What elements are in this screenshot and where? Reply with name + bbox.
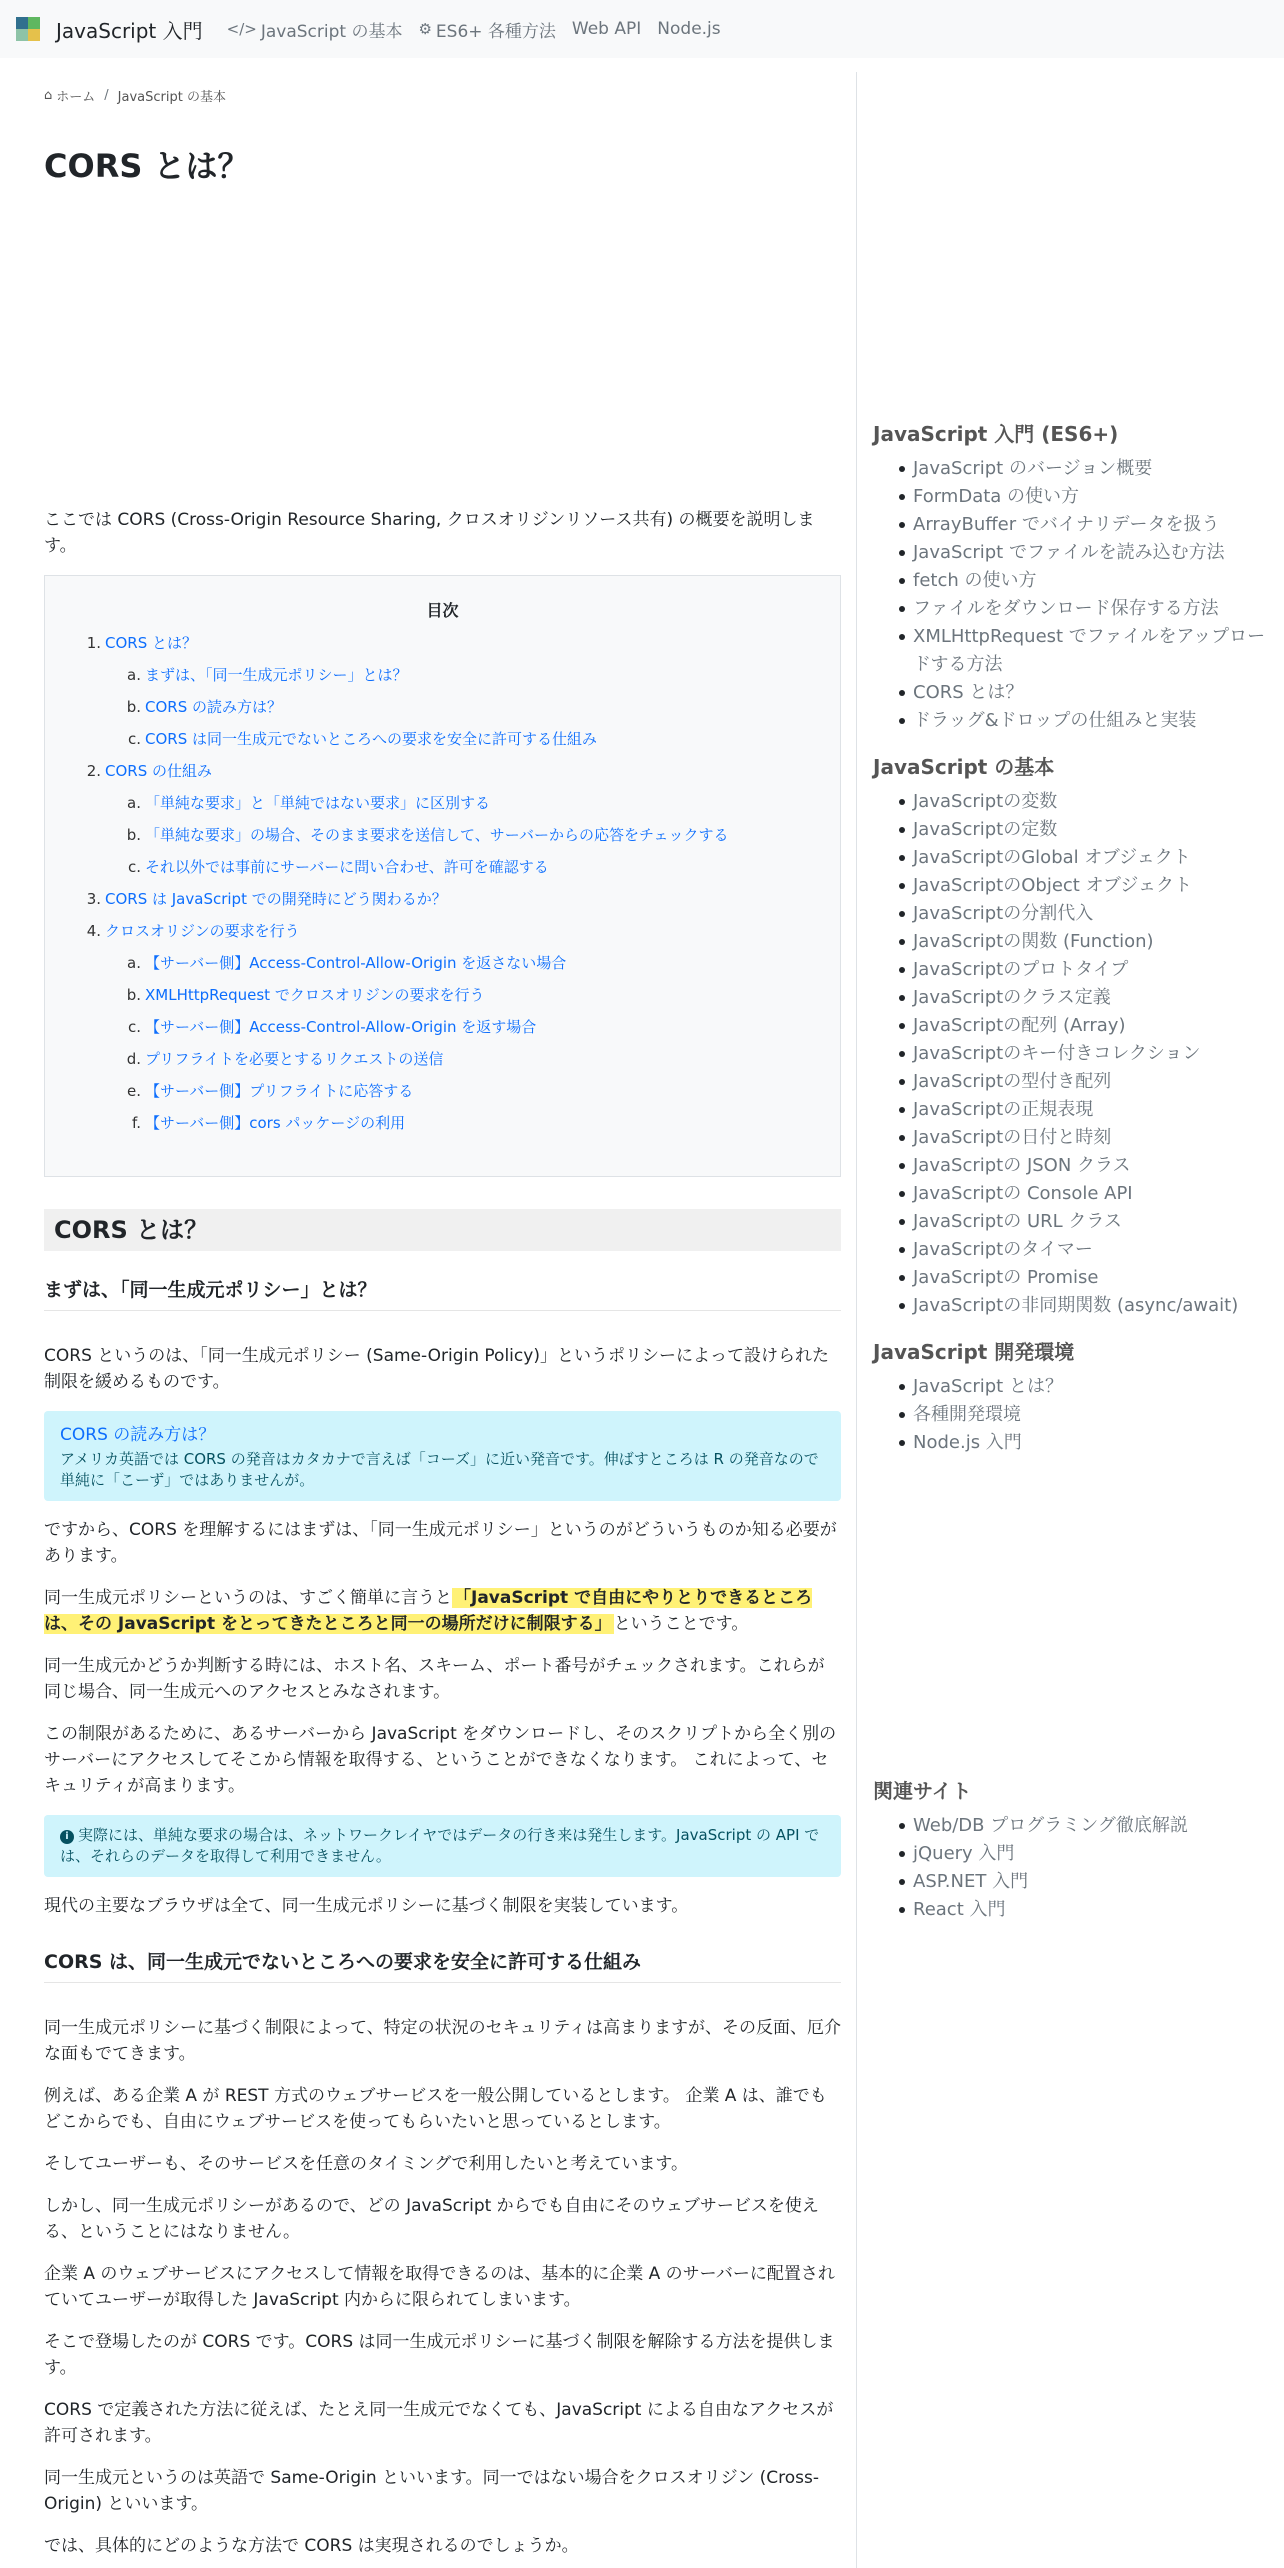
toc-item — [45, 883, 840, 915]
subsection-heading: CORS は、同一生成元でないところへの要求を安全に許可する仕組み — [44, 1947, 841, 1983]
sidebar-link[interactable]: ファイルをダウンロード保存する方法 — [873, 595, 1273, 623]
paragraph: この制限があるために、あるサーバーから JavaScript をダウンロードし、そのスクリプトから全く別のサーバーにアクセスしてそこから情報を取得する、ということができなくなります。 これによって、セキュリティが高まります。 — [44, 1724, 837, 1796]
toc-number: a. — [127, 794, 141, 812]
sidebar-link[interactable]: Web/DB プログラミング徹底解説 — [873, 1812, 1273, 1840]
sidebar-ad-space — [857, 1457, 1284, 1759]
sidebar-link[interactable]: JavaScriptの型付き配列 — [873, 1068, 1273, 1096]
toc-subitem — [45, 1075, 840, 1107]
site-logo-icon — [16, 17, 40, 41]
section-heading: CORS とは？ — [44, 1209, 841, 1251]
brand[interactable] — [16, 15, 203, 44]
sidebar-groups — [857, 418, 1284, 1924]
toc-subitem — [45, 851, 840, 883]
sidebar — [856, 72, 1284, 2568]
toc-item — [45, 915, 840, 947]
toc-link[interactable]: 【サーバー側】cors パッケージの利用 — [145, 1114, 406, 1132]
main-content — [44, 58, 841, 2559]
sidebar-link[interactable]: jQuery 入門 — [873, 1840, 1273, 1868]
paragraph: 同一生成元というのは英語で Same-Origin といいます。同一ではない場合をクロスオリジン (Cross-Origin) といいます。 — [44, 2468, 820, 2514]
sidebar-link[interactable]: ArrayBuffer でバイナリデータを扱う — [873, 511, 1273, 539]
sidebar-link-list — [873, 1812, 1284, 1924]
nav-link-js-basics[interactable] — [227, 17, 403, 42]
top-navbar — [0, 0, 1284, 58]
paragraph: そこで登場したのが CORS です。CORS は同一生成元ポリシーに基づく制限を解除する方法を提供します。 — [44, 2332, 835, 2378]
paragraph-text: ということです。 — [613, 1614, 749, 1634]
toc-title: 目次 — [426, 601, 459, 620]
paragraph: では、具体的にどのような方法で CORS は実現されるのでしょうか。 — [44, 2536, 579, 2556]
toc-subitem — [45, 979, 840, 1011]
alert-title: CORS の読み方は？ — [60, 1425, 216, 1445]
sidebar-link[interactable]: ドラッグ&ドロップの仕組みと実装 — [873, 707, 1273, 735]
sidebar-link[interactable]: ASP.NET 入門 — [873, 1868, 1273, 1896]
sidebar-link-list — [873, 455, 1284, 735]
toc-number: 2. — [86, 762, 101, 780]
table-of-contents — [44, 575, 841, 1177]
sidebar-link[interactable]: JavaScriptの関数 (Function) — [873, 928, 1273, 956]
info-icon: i — [60, 1830, 74, 1844]
toc-subitem — [45, 1011, 840, 1043]
toc-list — [45, 627, 840, 1139]
toc-link[interactable]: クロスオリジンの要求を行う — [105, 922, 300, 940]
brand-title[interactable]: JavaScript 入門 — [56, 18, 203, 43]
paragraph: しかし、同一生成元ポリシーがあるので、どの JavaScript からでも自由にそのウェブサービスを使える、ということにはなりません。 — [44, 2196, 819, 2242]
sidebar-link[interactable]: JavaScriptの非同期関数 (async/await) — [873, 1292, 1273, 1320]
intro-text: ここでは CORS (Cross-Origin Resource Sharing, クロスオリジンリソース共有) の概要を説明します。 — [44, 510, 815, 556]
sidebar-group-title: JavaScript 開発環境 — [873, 1340, 1075, 1364]
alert-body: 実際には、単純な要求の場合は、ネットワークレイヤではデータの行き来は発生します。JavaScript の API では、それらのデータを取得して利用できません。 — [60, 1826, 820, 1865]
sidebar-link[interactable]: CORS とは？ — [873, 679, 1273, 707]
toc-link[interactable]: CORS の仕組み — [105, 762, 212, 780]
sidebar-link-list — [873, 1373, 1284, 1457]
sidebar-link[interactable]: Node.js 入門 — [873, 1429, 1273, 1457]
sidebar-link[interactable]: React 入門 — [873, 1896, 1273, 1924]
toc-number: d. — [126, 1050, 141, 1068]
toc-number: c. — [127, 1018, 141, 1036]
toc-number: 1. — [86, 634, 101, 652]
sidebar-link[interactable]: JavaScriptの Promise — [873, 1264, 1273, 1292]
sidebar-link[interactable]: JavaScriptの定数 — [873, 816, 1273, 844]
toc-number: b. — [126, 698, 141, 716]
sidebar-link[interactable]: JavaScriptの JSON クラス — [873, 1152, 1273, 1180]
sidebar-link[interactable]: JavaScript でファイルを読み込む方法 — [873, 539, 1273, 567]
ad-space — [44, 187, 841, 507]
sidebar-link[interactable]: JavaScriptの日付と時刻 — [873, 1124, 1273, 1152]
sidebar-link[interactable]: JavaScriptのクラス定義 — [873, 984, 1273, 1012]
sidebar-link[interactable]: JavaScriptの正規表現 — [873, 1096, 1273, 1124]
breadcrumb-separator: / — [104, 88, 109, 103]
toc-number: b. — [126, 826, 141, 844]
toc-link[interactable]: プリフライトを必要とするリクエストの送信 — [145, 1050, 444, 1068]
breadcrumb-current[interactable]: JavaScript の基本 — [117, 90, 226, 105]
toc-subitem — [45, 819, 840, 851]
paragraph — [44, 1585, 841, 1637]
toc-number: a. — [127, 666, 141, 684]
toc-subitem — [45, 787, 840, 819]
sidebar-link[interactable]: JavaScriptの Console API — [873, 1180, 1273, 1208]
sidebar-link[interactable]: 各種開発環境 — [873, 1401, 1273, 1429]
paragraph: CORS で定義された方法に従えば、たとえ同一生成元でなくても、JavaScript による自由なアクセスが許可されます。 — [44, 2400, 834, 2446]
page-title: CORS とは？ — [44, 147, 250, 185]
home-icon: ⌂ — [44, 88, 53, 103]
toc-subitem — [45, 659, 840, 691]
paragraph: 例えば、ある企業 A が REST 方式のウェブサービスを一般公開しているとします。 企業 A は、誰でもどこからでも、自由にウェブサービスを使ってもらいたいと思っているとします。 — [44, 2086, 827, 2132]
toc-number: e. — [127, 1082, 141, 1100]
toc-subitem — [45, 691, 840, 723]
sidebar-link[interactable]: JavaScriptのプロトタイプ — [873, 956, 1273, 984]
sidebar-link-list — [873, 788, 1284, 1320]
sidebar-link[interactable]: JavaScriptの分割代入 — [873, 900, 1273, 928]
toc-link[interactable]: 「単純な要求」の場合、そのまま要求を送信して、サーバーからの応答をチェックする — [145, 826, 729, 844]
highlighted-text: 「JavaScript で自由にやりとりできるところは、その JavaScript をとってきたところと同一の場所だけに制限する」 — [44, 1588, 813, 1634]
nav-link-label: ES6+ 各種方法 — [435, 21, 556, 42]
toc-link[interactable]: それ以外では事前にサーバーに問い合わせ、許可を確認する — [145, 858, 549, 876]
sidebar-link[interactable]: JavaScriptのObject オブジェクト — [873, 872, 1273, 900]
toc-subitem — [45, 947, 840, 979]
sidebar-link[interactable]: JavaScriptのGlobal オブジェクト — [873, 844, 1273, 872]
toc-link[interactable]: 【サーバー側】Access-Control-Allow-Origin を返さない場合 — [145, 954, 567, 972]
info-alert — [44, 1815, 841, 1877]
toc-subitem — [45, 1107, 840, 1139]
nav-link-label: JavaScript の基本 — [260, 21, 403, 42]
sidebar-link[interactable]: JavaScriptのキー付きコレクション — [873, 1040, 1273, 1068]
sidebar-link[interactable]: JavaScriptのタイマー — [873, 1236, 1273, 1264]
toc-number: 3. — [86, 890, 101, 908]
sidebar-ad-space — [857, 72, 1284, 402]
paragraph-text: 同一生成元ポリシーというのは、すごく簡単に言うと — [44, 1588, 452, 1608]
toc-item — [45, 627, 840, 659]
toc-link[interactable]: CORS は同一生成元でないところへの要求を安全に許可する仕組み — [145, 730, 597, 748]
toc-link[interactable]: XMLHttpRequest でクロスオリジンの要求を行う — [145, 986, 485, 1004]
toc-link[interactable]: 「単純な要求」と「単純ではない要求」に区別する — [145, 794, 491, 812]
paragraph: ですから、CORS を理解するにはまずは、「同一生成元ポリシー」というのがどういうものか知る必要があります。 — [44, 1520, 837, 1566]
sidebar-link[interactable]: JavaScript とは？ — [873, 1373, 1273, 1401]
toc-number: f. — [132, 1114, 141, 1132]
gear-icon: ⚙ — [418, 20, 432, 38]
toc-number: 4. — [86, 922, 101, 940]
nav-links — [227, 17, 737, 42]
info-alert — [44, 1411, 841, 1501]
toc-number: a. — [127, 954, 141, 972]
nav-link-es6[interactable] — [418, 17, 555, 42]
paragraph: 同一生成元ポリシーに基づく制限によって、特定の状況のセキュリティは高まりますが、その反面、厄介な面もでてきます。 — [44, 2018, 841, 2064]
sidebar-link[interactable]: FormData の使い方 — [873, 483, 1273, 511]
toc-number: b. — [126, 986, 141, 1004]
paragraph: そしてユーザーも、そのサービスを任意のタイミングで利用したいと考えています。 — [44, 2154, 688, 2174]
alert-body: アメリカ英語では CORS の発音はカタカナで言えば「コーズ」に近い発音です。伸ばすところは R の発音なので単純に「こーず」ではありませんが。 — [60, 1450, 819, 1489]
toc-link[interactable]: CORS とは？ — [105, 634, 197, 652]
subsection-heading: まずは、「同一生成元ポリシー」とは？ — [44, 1275, 841, 1311]
toc-number: c. — [127, 858, 141, 876]
toc-item — [45, 755, 840, 787]
breadcrumb-home[interactable]: ホーム — [56, 90, 96, 105]
paragraph: 現代の主要なブラウザは全て、同一生成元ポリシーに基づく制限を実装しています。 — [44, 1896, 689, 1916]
sidebar-link[interactable]: JavaScriptの変数 — [873, 788, 1273, 816]
sidebar-group-title: 関連サイト — [873, 1779, 972, 1803]
breadcrumb — [44, 86, 841, 105]
sidebar-link[interactable]: fetch の使い方 — [873, 567, 1273, 595]
toc-subitem — [45, 1043, 840, 1075]
toc-number: c. — [127, 730, 141, 748]
sidebar-group-title: JavaScript 入門 (ES6+) — [873, 422, 1119, 446]
paragraph: 企業 A のウェブサービスにアクセスして情報を取得できるのは、基本的に企業 A のサーバーに配置されていてユーザーが取得した JavaScript 内からに限られてしまいます。 — [44, 2264, 835, 2310]
paragraph: CORS というのは、「同一生成元ポリシー (Same-Origin Policy)」というポリシーによって設けられた制限を緩めるものです。 — [44, 1346, 829, 1392]
sidebar-link[interactable]: JavaScriptの URL クラス — [873, 1208, 1273, 1236]
sidebar-link[interactable]: JavaScript のバージョン概要 — [873, 455, 1273, 483]
sidebar-link[interactable]: XMLHttpRequest でファイルをアップロードする方法 — [873, 623, 1273, 679]
toc-link[interactable]: まずは、「同一生成元ポリシー」とは？ — [145, 666, 408, 684]
sidebar-group-title: JavaScript の基本 — [873, 755, 1055, 779]
toc-subitem — [45, 723, 840, 755]
nav-link-nodejs[interactable]: Node.js — [657, 19, 721, 39]
code-icon: </> — [226, 20, 257, 38]
toc-link[interactable]: 【サーバー側】Access-Control-Allow-Origin を返す場合 — [145, 1018, 537, 1036]
toc-link[interactable]: CORS の読み方は？ — [145, 698, 282, 716]
nav-link-web-api[interactable]: Web API — [571, 19, 642, 39]
toc-link[interactable]: 【サーバー側】プリフライトに応答する — [145, 1082, 414, 1100]
paragraph: 同一生成元かどうか判断する時には、ホスト名、スキーム、ポート番号がチェックされます。これらが同じ場合、同一生成元へのアクセスとみなされます。 — [44, 1656, 825, 1702]
sidebar-link[interactable]: JavaScriptの配列 (Array) — [873, 1012, 1273, 1040]
toc-link[interactable]: CORS は JavaScript での開発時にどう関わるか？ — [105, 890, 447, 908]
